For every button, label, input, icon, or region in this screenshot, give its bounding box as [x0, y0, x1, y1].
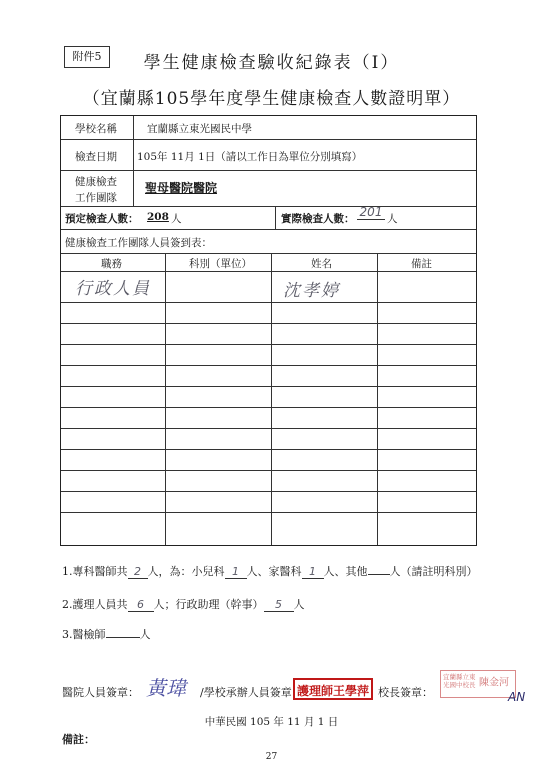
expected-unit: 人	[171, 213, 182, 225]
remarks-label: 備註：	[62, 733, 95, 746]
team-value: 聖母醫院醫院	[145, 181, 218, 195]
page-subtitle: （宜蘭縣105學年度學生健康檢查人數證明單）	[82, 89, 461, 109]
row1-role-handwritten: 行政人員	[75, 279, 151, 299]
actual-value: 201	[357, 205, 385, 220]
hospital-signature-label: 醫院人員簽章：	[62, 686, 139, 699]
column-department: 科別（單位）	[189, 258, 252, 270]
school-signature-label: /學校承辦人員簽章：	[200, 686, 303, 699]
principal-signature-label: 校長簽章：	[378, 686, 433, 699]
expected-value: 208	[147, 211, 169, 223]
document-date: 中華民國 105 年 11 月 1 日	[204, 716, 339, 728]
row1-name-handwritten: 沈孝婷	[283, 281, 340, 301]
actual-unit: 人	[387, 213, 398, 225]
date-value: 105年 11月 1日（請以工作日為單位分別填寫）	[137, 151, 363, 163]
team-label-line1: 健康檢查	[75, 176, 117, 188]
summary-line-nurses: 2.護理人員共 6 人；行政助理（幹事） 5 人	[62, 598, 305, 611]
page-title: 學生健康檢查驗收紀錄表（Ⅰ）	[143, 53, 400, 73]
page-number: 27	[265, 752, 278, 762]
school-value: 宜蘭縣立東光國民中學	[147, 123, 252, 135]
school-staff-stamp: 護理師王學萍	[293, 678, 373, 700]
column-name: 姓名	[311, 258, 332, 270]
handwritten-initial: AN	[508, 690, 526, 704]
principal-stamp: 宜蘭縣立東光國中校長 陳金河	[440, 670, 516, 698]
expected-label: 預定檢查人數：	[65, 213, 139, 225]
actual-label: 實際檢查人數：	[281, 213, 355, 225]
form-table	[60, 115, 477, 546]
attachment-label: 附件5	[64, 46, 110, 68]
team-label-line2: 工作團隊	[75, 192, 117, 204]
summary-line-specialists: 1.專科醫師共 2 人，為：小兒科 1 人、家醫科 1 人、其他 人（請註明科別）	[62, 565, 478, 578]
column-remarks: 備註	[411, 258, 432, 270]
summary-line-lab: 3.醫檢師 人	[62, 628, 151, 641]
hospital-signature: 黃瑋	[146, 676, 186, 700]
signin-label: 健康檢查工作團隊人員簽到表：	[65, 237, 212, 249]
column-role: 職務	[101, 258, 122, 270]
date-label: 檢查日期	[75, 151, 117, 163]
school-label: 學校名稱	[75, 123, 117, 135]
